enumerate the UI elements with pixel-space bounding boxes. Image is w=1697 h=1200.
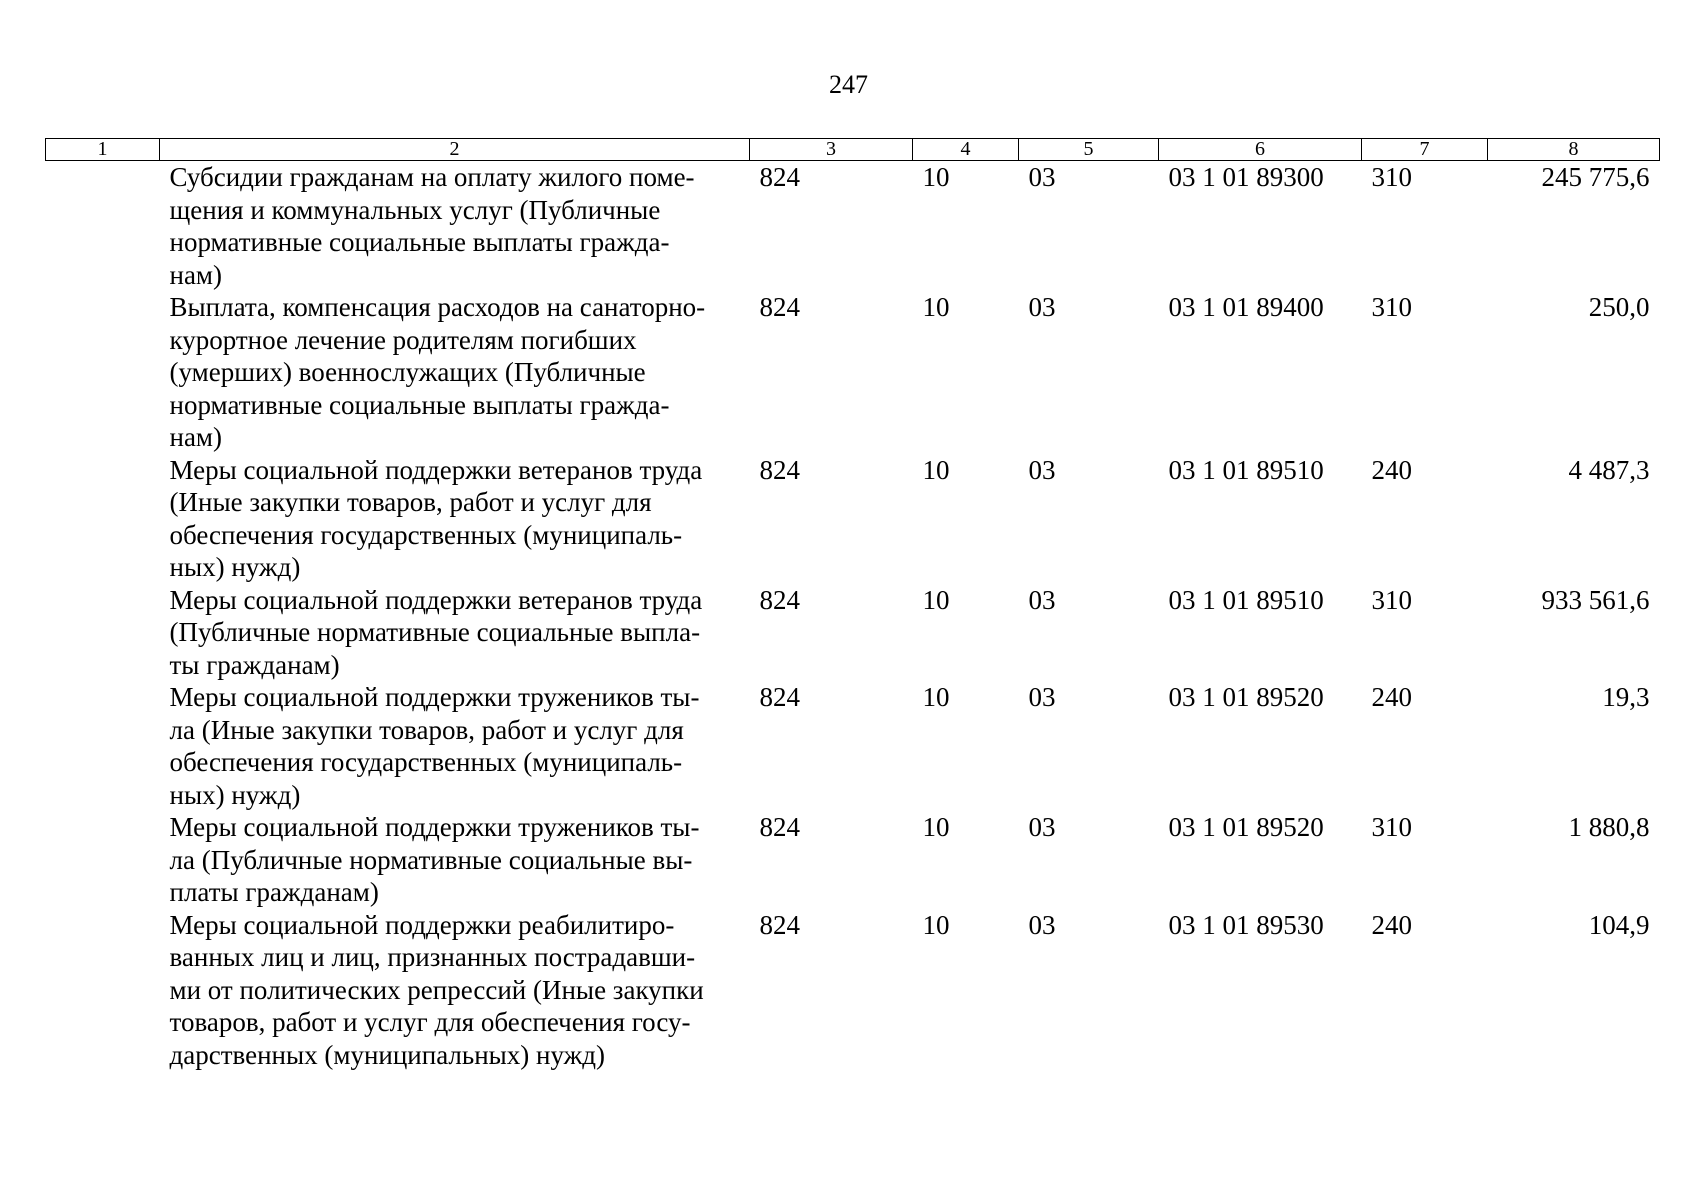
cell-section: 10 bbox=[922, 584, 950, 615]
cell-expense-name: Меры социальной поддержки тружеников ты- ла (Иные закупки товаров, работ и услуг для обеспечения государственных (муниципаль- ных) нужд) bbox=[169, 682, 700, 810]
cell-expense-type: 310 bbox=[1371, 812, 1412, 842]
cell-subsection: 03 bbox=[1028, 454, 1056, 485]
table-row bbox=[46, 811, 1660, 909]
cell-target-article: 03 1 01 89400 bbox=[1168, 292, 1324, 322]
cell-target-article: 03 1 01 89520 bbox=[1168, 812, 1324, 842]
cell-empty bbox=[46, 291, 160, 454]
cell-empty bbox=[46, 909, 160, 1072]
cell-section: 10 bbox=[922, 454, 950, 485]
table-row bbox=[46, 454, 1660, 584]
cell-expense-name: Меры социальной поддержки ветеранов труда (Иные закупки товаров, работ и услуг для обеспечения государственных (муниципаль- ных) нужд) bbox=[169, 454, 703, 582]
cell-target-article: 03 1 01 89530 bbox=[1168, 909, 1324, 940]
page-number: 247 bbox=[829, 70, 868, 99]
column-header-4: 4 bbox=[913, 139, 1019, 161]
cell-expense-type: 310 bbox=[1371, 162, 1412, 192]
cell-ministry-code: 824 bbox=[759, 584, 800, 615]
header-row bbox=[46, 139, 1660, 161]
cell-expense-name: Меры социальной поддержки реабилитиро- ванных лиц и лиц, признанных пострадавши- ми от политических репрессий (Иные закупки товаров, работ и услуг для обеспечения госу- дарственных (муниципальных) нужд) bbox=[169, 909, 704, 1070]
table-row bbox=[46, 909, 1660, 1072]
cell-empty bbox=[46, 584, 160, 682]
budget-table bbox=[45, 138, 1660, 1071]
cell-amount: 933 561,6 bbox=[1541, 584, 1650, 615]
cell-section: 10 bbox=[922, 162, 950, 192]
cell-empty bbox=[46, 454, 160, 584]
cell-section: 10 bbox=[922, 682, 950, 712]
cell-amount: 245 775,6 bbox=[1541, 162, 1650, 192]
cell-ministry-code: 824 bbox=[759, 292, 800, 322]
cell-subsection: 03 bbox=[1028, 909, 1056, 940]
cell-ministry-code: 824 bbox=[759, 454, 800, 485]
cell-target-article: 03 1 01 89520 bbox=[1168, 682, 1324, 712]
cell-expense-type: 240 bbox=[1371, 909, 1412, 940]
column-header-1: 1 bbox=[46, 139, 160, 161]
cell-amount: 104,9 bbox=[1588, 909, 1650, 940]
column-header-8: 8 bbox=[1488, 139, 1660, 161]
cell-expense-type: 240 bbox=[1371, 454, 1412, 485]
cell-section: 10 bbox=[922, 909, 950, 940]
table-row bbox=[46, 161, 1660, 292]
cell-expense-type: 240 bbox=[1371, 682, 1412, 712]
cell-expense-name: Меры социальной поддержки тружеников ты- ла (Публичные нормативные социальные вы- платы гражданам) bbox=[169, 812, 700, 907]
column-header-6: 6 bbox=[1159, 139, 1362, 161]
cell-ministry-code: 824 bbox=[759, 812, 800, 842]
table-row bbox=[46, 584, 1660, 682]
cell-target-article: 03 1 01 89510 bbox=[1168, 454, 1324, 485]
cell-ministry-code: 824 bbox=[759, 682, 800, 712]
cell-empty bbox=[46, 681, 160, 811]
cell-amount: 250,0 bbox=[1588, 292, 1650, 322]
cell-target-article: 03 1 01 89510 bbox=[1168, 584, 1324, 615]
cell-amount: 19,3 bbox=[1602, 682, 1650, 712]
column-header-5: 5 bbox=[1019, 139, 1159, 161]
cell-subsection: 03 bbox=[1028, 292, 1056, 322]
cell-ministry-code: 824 bbox=[759, 162, 800, 192]
cell-section: 10 bbox=[922, 292, 950, 322]
cell-expense-type: 310 bbox=[1371, 292, 1412, 322]
cell-expense-name: Меры социальной поддержки ветеранов труда (Публичные нормативные социальные выпла- ты гражданам) bbox=[169, 584, 703, 680]
table-row bbox=[46, 291, 1660, 454]
column-header-2: 2 bbox=[160, 139, 750, 161]
cell-subsection: 03 bbox=[1028, 584, 1056, 615]
cell-expense-name: Субсидии гражданам на оплату жилого поме- щения и коммунальных услуг (Публичные нормативные социальные выплаты гражда- нам) bbox=[169, 162, 695, 290]
cell-ministry-code: 824 bbox=[759, 909, 800, 940]
column-header-7: 7 bbox=[1362, 139, 1488, 161]
cell-amount: 1 880,8 bbox=[1568, 812, 1650, 842]
cell-expense-type: 310 bbox=[1371, 584, 1412, 615]
column-header-3: 3 bbox=[750, 139, 913, 161]
cell-expense-name: Выплата, компенсация расходов на санаторно- курортное лечение родителям погибших (умерших) военнослужащих (Публичные нормативные социальные выплаты гражда- нам) bbox=[169, 292, 706, 452]
cell-empty bbox=[46, 811, 160, 909]
cell-empty bbox=[46, 161, 160, 292]
cell-subsection: 03 bbox=[1028, 682, 1056, 712]
cell-target-article: 03 1 01 89300 bbox=[1168, 162, 1324, 192]
cell-subsection: 03 bbox=[1028, 162, 1056, 192]
cell-amount: 4 487,3 bbox=[1568, 454, 1650, 485]
table-row bbox=[46, 681, 1660, 811]
cell-subsection: 03 bbox=[1028, 812, 1056, 842]
cell-section: 10 bbox=[922, 812, 950, 842]
